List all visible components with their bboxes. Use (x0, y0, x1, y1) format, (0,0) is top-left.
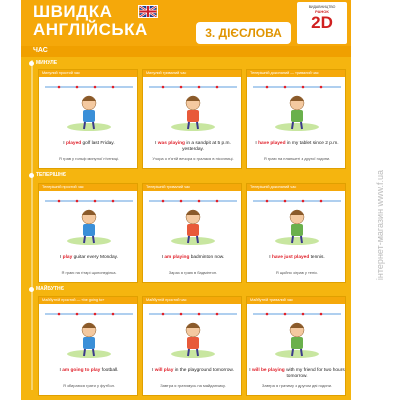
card-illustration (247, 77, 347, 139)
card-title: Майбутній тривалий час (247, 297, 345, 304)
translation: Я грав у гольф минулої п'ятниці. (58, 156, 120, 161)
section-bar (21, 46, 351, 57)
example-sentence: I played golf last Friday. (63, 141, 115, 146)
translation: Завтра я гратимусь на майданчику. (160, 383, 226, 388)
timeline-marker-present: ТЕПЕРІШНЄ (29, 172, 66, 178)
topic-label: 3. ДІЄСЛОВА (196, 22, 291, 44)
tense-card (246, 296, 346, 396)
card-illustration (143, 77, 243, 139)
example-sentence: I play guitar every Monday. (59, 255, 119, 260)
tense-card (142, 183, 242, 283)
card-title: Майбутній простий — «be going to» (39, 297, 137, 304)
logo-top-text: ВИДАВНИЦТВО (308, 5, 336, 9)
card-title: Теперішній доконаний — тривалий час (247, 70, 345, 77)
title-line2: АНГЛІЙСЬКА (33, 20, 148, 39)
example-sentence: I have played in my tablet since 2 p.m. (255, 141, 339, 146)
translation: Я щойно зіграв у теніс. (275, 270, 319, 275)
timeline-line (31, 60, 33, 390)
tense-card (142, 69, 242, 169)
translation: Я збираюся грати у футбол. (62, 383, 116, 388)
example-sentence: I will play in the playground tomorrow. (152, 368, 234, 373)
header (21, 0, 351, 46)
tense-card (38, 69, 138, 169)
card-title: Теперішній тривалий час (143, 184, 241, 191)
card-illustration (247, 191, 347, 253)
tense-card (38, 296, 138, 396)
card-illustration (39, 191, 139, 253)
card-title: Теперішній доконаний час (247, 184, 345, 191)
card-title: Минулий простий час (39, 70, 137, 77)
example-sentence: I have just played tennis. (269, 255, 325, 260)
card-illustration (39, 77, 139, 139)
timeline-marker-past: МИНУЛЕ (29, 60, 57, 66)
uk-flag-icon (138, 5, 158, 18)
logo-brand: РАНОК (315, 9, 329, 14)
card-title: Теперішній простий час (39, 184, 137, 191)
translation: Зараз я граю в бадмінтон. (168, 270, 218, 275)
card-title: Минулий тривалий час (143, 70, 241, 77)
watermark: інтернет-магазин www.f.ua (375, 169, 385, 281)
card-illustration (39, 304, 139, 366)
publisher-logo (297, 2, 347, 44)
tense-card (142, 296, 242, 396)
card-illustration (247, 304, 347, 366)
timeline-marker-future: МАЙБУТНЄ (29, 286, 64, 292)
title-line1: ШВИДКА (33, 2, 113, 21)
tense-card (246, 69, 346, 169)
translation: Учора о п'ятій вечора я гралася в пісочниці. (152, 156, 234, 161)
logo-number: 2D (311, 13, 333, 32)
card-illustration (143, 304, 243, 366)
poster (21, 0, 351, 400)
tense-card (38, 183, 138, 283)
translation: Я граю на планшеті з другої години. (263, 156, 331, 161)
translation: Я граю на гітарі щопонеділка. (61, 270, 117, 275)
example-sentence: I was playing in a sandpit at 5 p.m. yesterday. (155, 141, 231, 152)
card-title: Майбутній простий час (143, 297, 241, 304)
tense-card (246, 183, 346, 283)
example-sentence: I will be playing with my friend for two hours tomorrow. (249, 368, 345, 379)
example-sentence: I am playing badminton now. (161, 255, 225, 260)
card-illustration (143, 191, 243, 253)
translation: Завтра я гратиму з другом дві години. (261, 383, 333, 388)
example-sentence: I am going to play football. (59, 368, 119, 373)
section-title: ЧАС (33, 47, 48, 54)
